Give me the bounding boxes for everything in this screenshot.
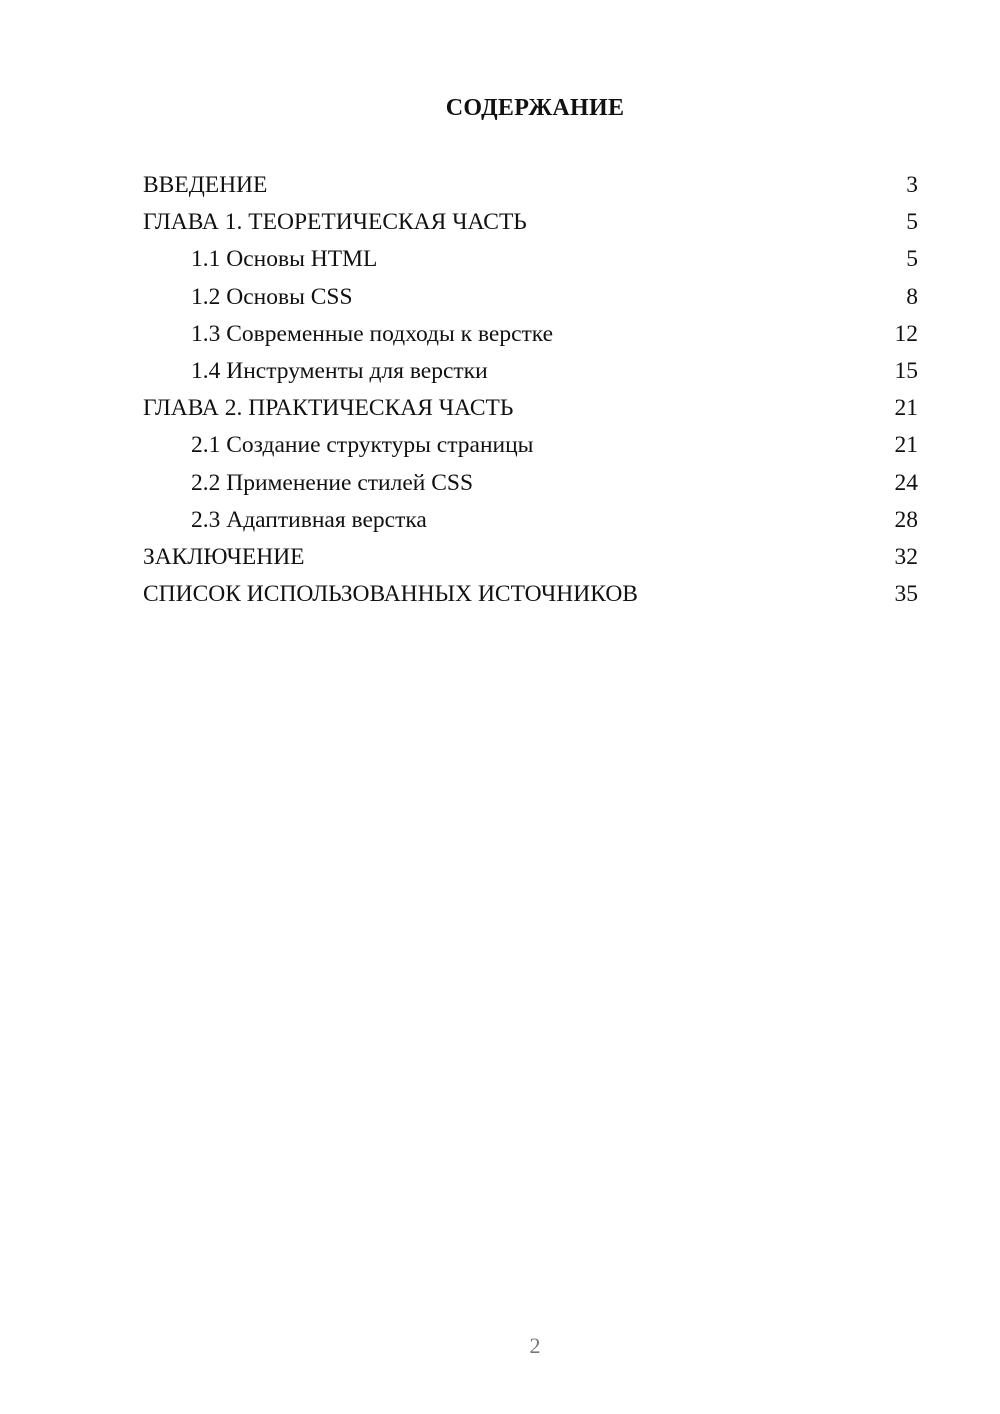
- toc-entry: [143, 390, 918, 427]
- toc-entry-label: ГЛАВА 1. ТЕОРЕТИЧЕСКАЯ ЧАСТЬ: [143, 209, 527, 236]
- toc-entry-page: 5: [906, 246, 918, 273]
- toc-subentry: [143, 241, 918, 278]
- toc-subentry: [143, 279, 918, 316]
- toc-entry-page: 15: [894, 357, 918, 384]
- toc-entry-label: ВВЕДЕНИЕ: [143, 172, 268, 198]
- toc-entry-label: 2.2 Применение стилей CSS: [191, 469, 474, 496]
- toc-subentry: [143, 502, 918, 539]
- toc-entry-page: 32: [894, 543, 918, 570]
- toc-entry: [143, 576, 918, 613]
- toc-subentry: [143, 465, 918, 502]
- toc-subentry: [143, 316, 918, 353]
- toc-subentry: [143, 427, 918, 464]
- toc-subentry: [143, 353, 918, 390]
- toc-entry-page: 35: [894, 581, 918, 608]
- toc-entry-page: 21: [894, 432, 918, 459]
- toc-entry: [143, 167, 918, 204]
- toc-entry-label: 2.3 Адаптивная верстка: [191, 506, 427, 533]
- toc-entry-label: 1.1 Основы HTML: [191, 246, 378, 273]
- toc-entry-page: 3: [906, 172, 918, 198]
- toc-entry-page: 21: [894, 395, 918, 422]
- toc-entry-label: 1.2 Основы CSS: [191, 283, 353, 310]
- toc-entry-label: 1.4 Инструменты для верстки: [191, 357, 488, 384]
- toc-entry-page: 28: [894, 506, 918, 533]
- toc-entry-page: 8: [906, 283, 918, 310]
- toc-entry-label: 2.1 Создание структуры страницы: [191, 432, 534, 459]
- toc-entry-label: 1.3 Современные подходы к верстке: [191, 320, 554, 347]
- toc-entry-page: 24: [894, 469, 918, 496]
- toc-entry-label: ГЛАВА 2. ПРАКТИЧЕСКАЯ ЧАСТЬ: [143, 395, 514, 422]
- toc-entry-page: 12: [894, 320, 918, 347]
- table-of-contents: [143, 167, 918, 613]
- page-number: 2: [529, 1333, 541, 1358]
- toc-entry-page: 5: [906, 209, 918, 236]
- toc-entry-label: ЗАКЛЮЧЕНИЕ: [143, 543, 305, 570]
- toc-entry: [143, 204, 918, 241]
- toc-title: СОДЕРЖАНИЕ: [445, 95, 625, 121]
- toc-entry: [143, 539, 918, 576]
- toc-entry-label: СПИСОК ИСПОЛЬЗОВАННЫХ ИСТОЧНИКОВ: [143, 581, 638, 608]
